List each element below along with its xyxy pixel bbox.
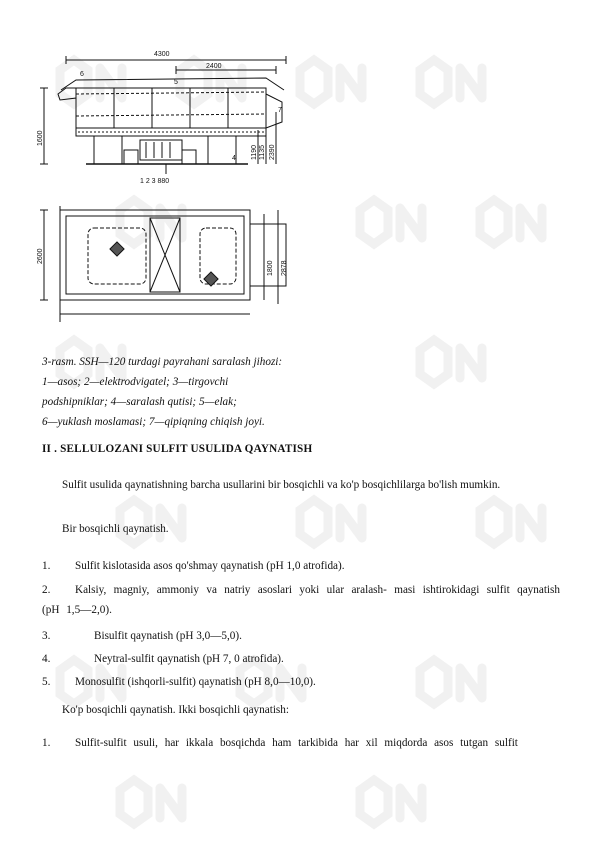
bearing <box>124 150 138 164</box>
list-item-number: 4. <box>42 653 51 665</box>
support-left <box>94 136 122 164</box>
list-item-number: 5. <box>42 676 51 688</box>
dim-label-bottom: 1 2 3 880 <box>140 178 170 185</box>
equipment-drawing <box>36 42 298 332</box>
intro-paragraph: Sulfit usulida qaynatishning barcha usullarini bir bosqichli va ko'p bosqichlilarga bo'lish mumkin. <box>62 479 501 491</box>
section-heading: II . SELLULOZANI SULFIT USULIDA QAYNATISH <box>42 443 313 455</box>
list-item-text: Bisulfit qaynatish (pH 3,0—5,0). <box>94 630 242 642</box>
sorting-box <box>76 88 266 128</box>
dim-label-right-b: 1135 <box>259 144 266 160</box>
dim-label-plan-right-b: 2878 <box>281 260 288 276</box>
list-item-number: 3. <box>42 630 51 642</box>
figure-caption-line: 1—asos; 2—elektrodvigatel; 3—tirgovchi <box>42 376 229 388</box>
part-label-6: 6 <box>80 71 84 78</box>
figure-caption-title: 3-rasm. SSH—120 turdagi payrahani saralash jihozi: <box>42 356 283 368</box>
list-item <box>42 649 560 669</box>
dim-label-right-c: 2390 <box>269 144 276 160</box>
list-item-text: Sulfit kislotasida asos qo'shmay qaynatish (pH 1,0 atrofida). <box>75 560 345 572</box>
list-item <box>42 626 560 646</box>
part-label-4: 4 <box>232 155 236 162</box>
list-item <box>42 733 560 753</box>
figure-caption-line: 6—yuklash moslamasi; 7—qipiqning chiqish joyi. <box>42 416 265 428</box>
list-item-number: 2. <box>42 584 51 596</box>
list-item-text: Neytral-sulfit qaynatish (pH 7, 0 atrofida). <box>94 653 284 665</box>
subsection-title-multi-stage: Ko'p bosqichli qaynatish. Ikki bosqichli qaynatish: <box>62 704 289 716</box>
list-item-text: Monosulfit (ishqorli-sulfit) qaynatish (pH 8,0—10,0). <box>75 676 316 688</box>
dim-label-right-a: 1190 <box>251 144 258 160</box>
list-item-number: 1. <box>42 560 51 572</box>
list-item <box>42 580 560 620</box>
part-label-7: 7 <box>278 107 282 114</box>
list-item <box>42 672 560 692</box>
dim-label-plan-right-a: 1800 <box>267 260 274 276</box>
dim-label-left: 1600 <box>37 130 44 146</box>
figure-caption-line: podshipniklar; 4—saralash qutisi; 5—elak; <box>42 396 237 408</box>
list-item-number: 1. <box>42 737 51 749</box>
list-item-text: Sulfit-sulfit usuli, har ikkala bosqichda ham tarkibida har xil miqdorda asos tutgan sulfit <box>75 737 518 749</box>
part-label-5: 5 <box>174 79 178 86</box>
subsection-title-single-stage: Bir bosqichli qaynatish. <box>62 523 169 535</box>
dim-label-inner: 2400 <box>206 63 222 70</box>
list-item <box>42 556 560 576</box>
dim-label-plan-left: 2600 <box>37 248 44 264</box>
dim-label-top: 4300 <box>154 51 170 58</box>
list-item-text: Kalsiy, magniy, ammoniy va natriy asoslari yoki ular aralash- masi ishtirokidagi sulfit qaynatish (pH 1,5—2,0). <box>42 584 560 616</box>
